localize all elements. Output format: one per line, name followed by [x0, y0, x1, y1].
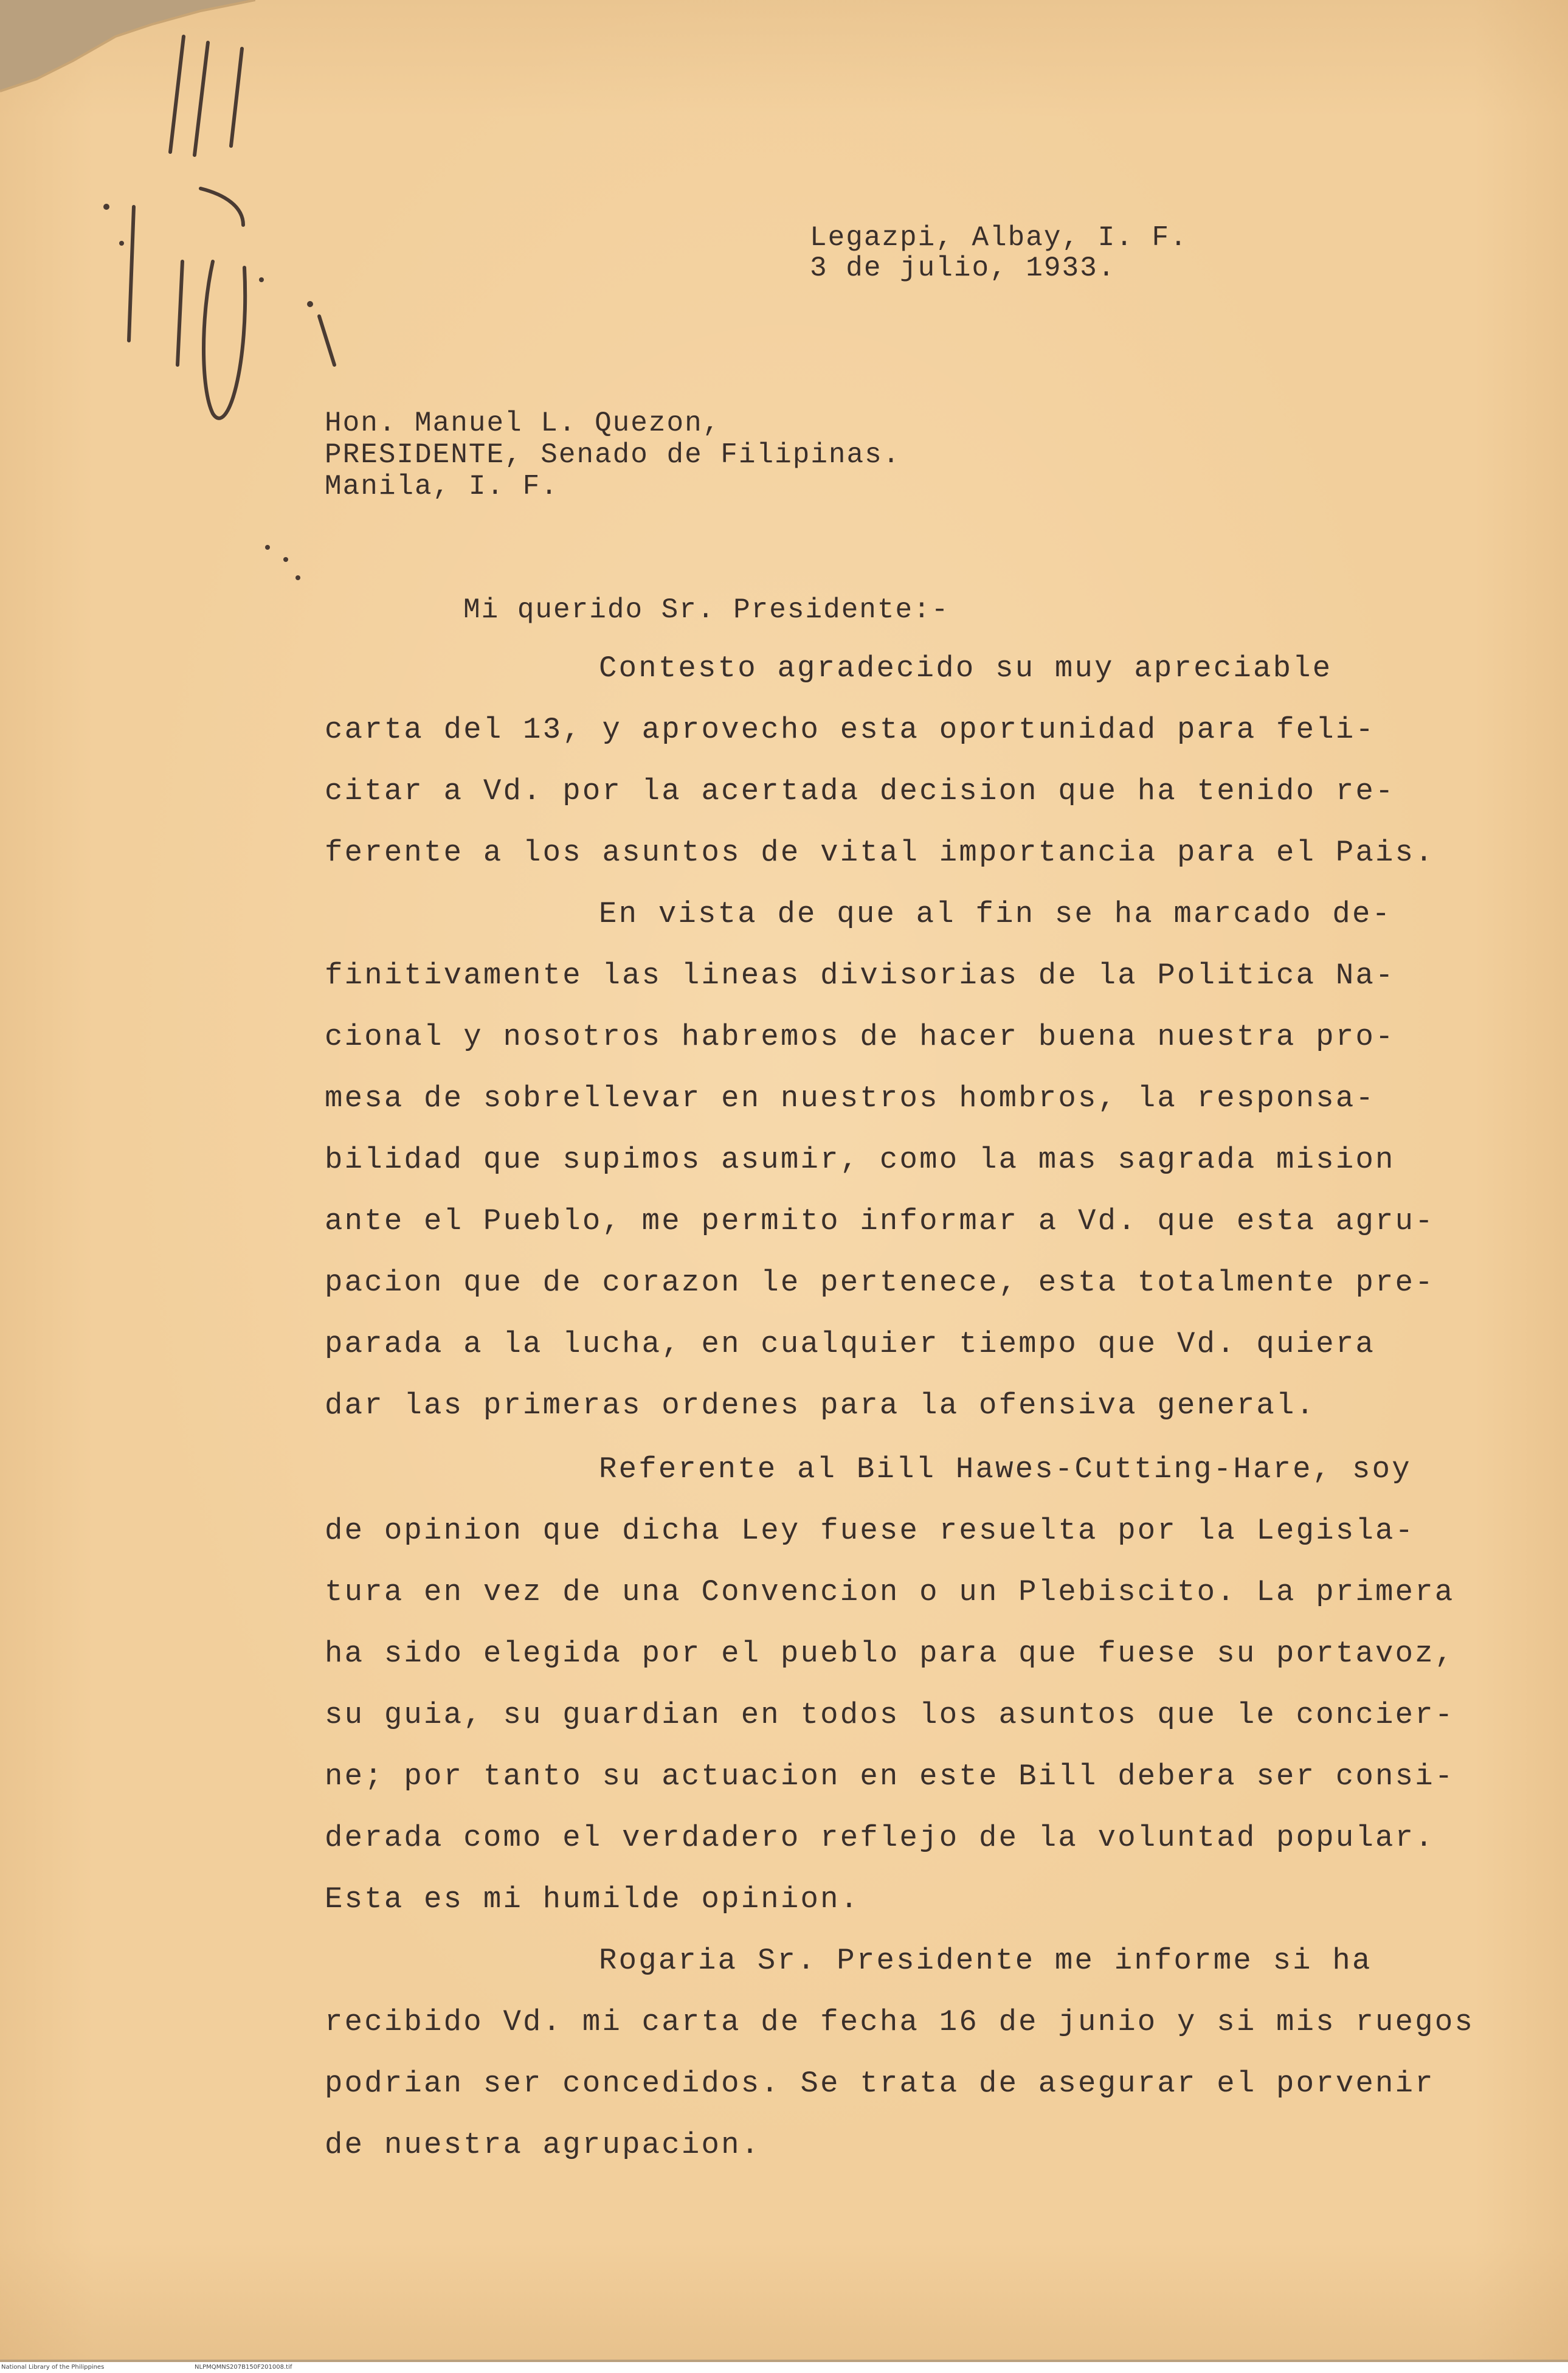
footer-filename: NLPMQMNS207B150F201008.tif	[195, 2364, 292, 2371]
addressee-city: Manila, I. F.	[325, 471, 559, 502]
body-line: de nuestra agrupacion.	[325, 2128, 761, 2162]
body-line: ha sido elegida por el pueblo para que fuese su portavoz,	[325, 1637, 1455, 1671]
body-line: recibido Vd. mi carta de fecha 16 de junio y si mis ruegos	[325, 2005, 1475, 2039]
margin-pencil-marks	[49, 24, 340, 596]
body-line: Contesto agradecido su muy apreciable	[599, 651, 1333, 685]
body-line: de opinion que dicha Ley fuese resuelta por la Legisla-	[325, 1514, 1415, 1548]
body-line: carta del 13, y aprovecho esta oportunidad para feli-	[325, 713, 1376, 747]
body-line: ferente a los asuntos de vital importancia para el Pais.	[325, 836, 1435, 870]
body-line: bilidad que supimos asumir, como la mas sagrada mision	[325, 1143, 1395, 1177]
body-line: derada como el verdadero reflejo de la voluntad popular.	[325, 1821, 1435, 1855]
body-line: En vista de que al fin se ha marcado de-	[599, 897, 1392, 931]
salutation: Mi querido Sr. Presidente:-	[463, 594, 950, 626]
body-line: citar a Vd. por la acertada decision que ha tenido re-	[325, 774, 1395, 808]
body-line: pacion que de corazon le pertenece, esta totalmente pre-	[325, 1266, 1435, 1300]
body-line: ante el Pueblo, me permito informar a Vd. que esta agru-	[325, 1204, 1435, 1238]
addressee-title: PRESIDENTE, Senado de Filipinas.	[325, 439, 901, 471]
body-line: dar las primeras ordenes para la ofensiva general.	[325, 1388, 1316, 1422]
archive-footer	[0, 2362, 1568, 2373]
body-line: su guia, su guardian en todos los asuntos que le concier-	[325, 1698, 1455, 1732]
body-line: ne; por tanto su actuacion en este Bill debera ser consi-	[325, 1759, 1455, 1793]
body-line: cional y nosotros habremos de hacer buena nuestra pro-	[325, 1020, 1395, 1054]
body-line: podrian ser concedidos. Se trata de asegurar el porvenir	[325, 2066, 1435, 2101]
body-line: parada a la lucha, en cualquier tiempo que Vd. quiera	[325, 1327, 1376, 1361]
date-line: 3 de julio, 1933.	[810, 252, 1116, 284]
place-line: Legazpi, Albay, I. F.	[810, 222, 1188, 254]
body-line: tura en vez de una Convencion o un Plebiscito. La primera	[325, 1575, 1455, 1609]
body-line: finitivamente las lineas divisorias de la Politica Na-	[325, 958, 1395, 993]
body-line: Rogaria Sr. Presidente me informe si ha	[599, 1944, 1372, 1978]
body-line: Referente al Bill Hawes-Cutting-Hare, soy	[599, 1452, 1412, 1486]
body-line: mesa de sobrellevar en nuestros hombros, la responsa-	[325, 1081, 1376, 1115]
addressee-name: Hon. Manuel L. Quezon,	[325, 407, 721, 439]
body-line: Esta es mi humilde opinion.	[325, 1882, 860, 1916]
footer-institution: National Library of the Philippines	[1, 2364, 105, 2371]
